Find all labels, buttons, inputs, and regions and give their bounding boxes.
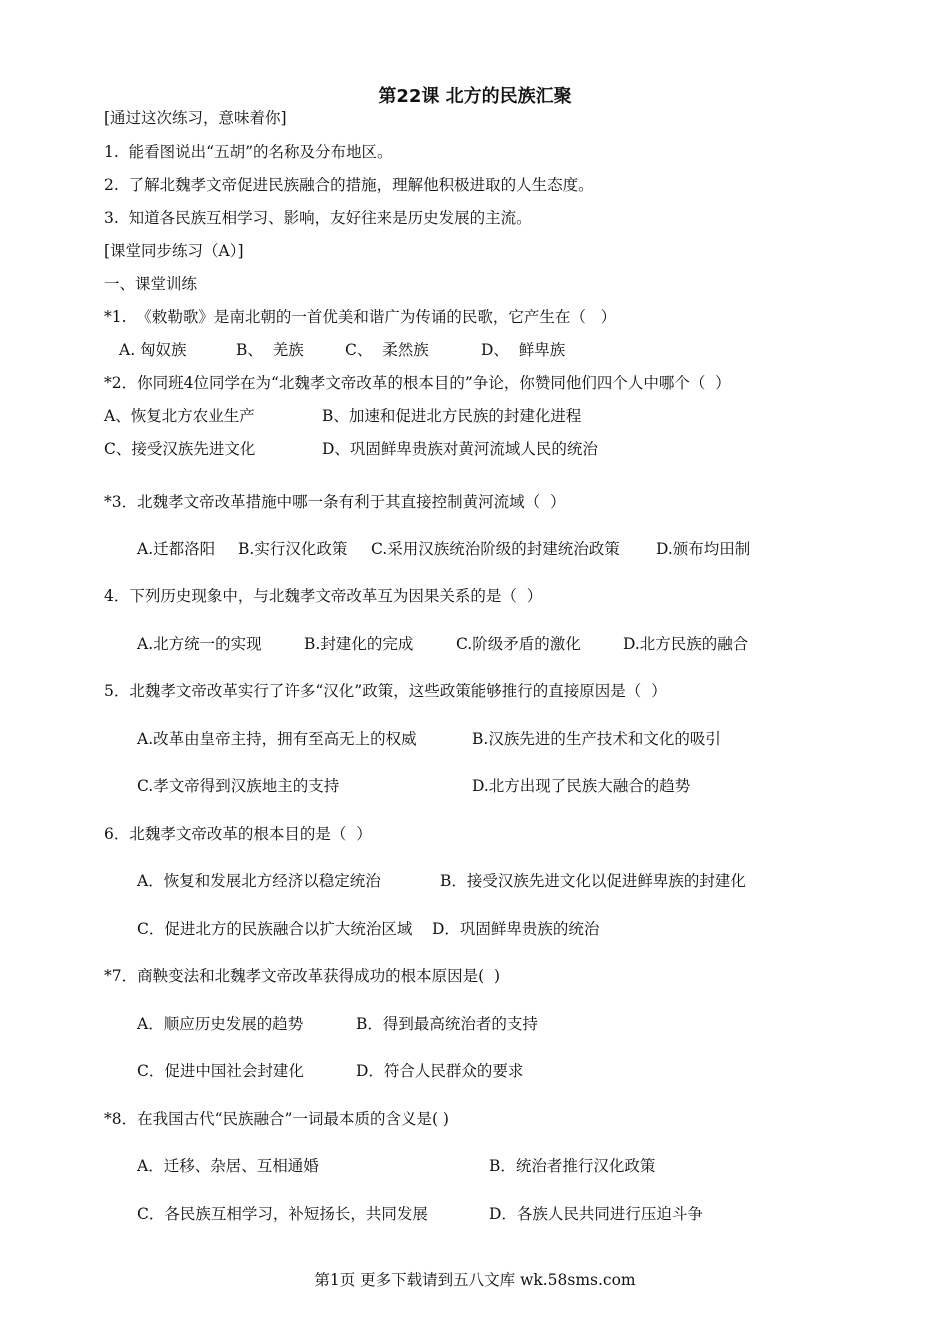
question-option: A．顺应历史发展的趋势 (137, 1015, 304, 1033)
question-option: A.北方统一的实现 (137, 635, 262, 653)
question-option: C．各民族互相学习，补短扬长，共同发展 (137, 1205, 428, 1223)
page-title: 第22课 北方的民族汇聚 (378, 86, 572, 107)
question-option: C、接受汉族先进文化 (104, 440, 256, 458)
question-option: A.改革由皇帝主持，拥有至高无上的权威 (137, 730, 417, 748)
question-option: C．促进中国社会封建化 (137, 1062, 304, 1080)
question-option: D、巩固鲜卑贵族对黄河流域人民的统治 (322, 440, 598, 458)
question-stem: 4．下列历史现象中，与北魏孝文帝改革互为因果关系的是（ ） (104, 587, 543, 605)
question-option: B．统治者推行汉化政策 (489, 1157, 656, 1175)
question-option: D.北方出现了民族大融合的趋势 (472, 777, 691, 795)
question-stem: *8．在我国古代“民族融合”一词最本质的含义是( ) (104, 1110, 449, 1128)
question-option: B、加速和促进北方民族的封建化进程 (322, 407, 582, 425)
question-option: A．恢复和发展北方经济以稳定统治 (137, 872, 381, 890)
question-option: A. 匈奴族 (119, 341, 187, 359)
question-option: C、 柔然族 (345, 341, 429, 359)
question-stem: *7．商鞅变法和北魏孝文帝改革获得成功的根本原因是( ) (104, 967, 501, 985)
question-option: C.采用汉族统治阶级的封建统治政策 (371, 540, 620, 558)
page-footer: 第1页 更多下载请到五八文库 wk.58sms.com (314, 1271, 636, 1289)
question-option: D．符合人民群众的要求 (356, 1062, 524, 1080)
question-option: C.孝文帝得到汉族地主的支持 (137, 777, 340, 795)
question-stem: 5．北魏孝文帝改革实行了许多“汉化”政策，这些政策能够推行的直接原因是（ ） (104, 682, 667, 700)
question-option: D．巩固鲜卑贵族的统治 (432, 920, 600, 938)
question-stem: *3．北魏孝文帝改革措施中哪一条有利于其直接控制黄河流域（ ） (104, 493, 566, 511)
question-option: A.迁都洛阳 (137, 540, 216, 558)
question-option: B．接受汉族先进文化以促进鲜卑族的封建化 (440, 872, 746, 890)
question-option: D、 鲜卑族 (481, 341, 566, 359)
question-option: A．迁移、杂居、互相通婚 (137, 1157, 319, 1175)
question-option: B.封建化的完成 (304, 635, 414, 653)
question-option: B．得到最高统治者的支持 (356, 1015, 538, 1033)
question-option: B、 羌族 (236, 341, 304, 359)
objective-item: 3. 知道各民族互相学习、影响，友好往来是历史发展的主流。 (104, 209, 532, 227)
question-option: D．各族人民共同进行压迫斗争 (489, 1205, 703, 1223)
objective-item: 2. 了解北魏孝文帝促进民族融合的措施，理解他积极进取的人生态度。 (104, 176, 594, 194)
question-option: D.颁布均田制 (656, 540, 751, 558)
question-option: B.汉族先进的生产技术和文化的吸引 (472, 730, 721, 748)
question-option: B.实行汉化政策 (238, 540, 348, 558)
question-option: C．促进北方的民族融合以扩大统治区域 (137, 920, 413, 938)
question-stem: *2．你同班4位同学在为“北魏孝文帝改革的根本目的”争论，你赞同他们四个人中哪个（ ） (104, 374, 731, 392)
intro-header: [通过这次练习，意味着你] (104, 109, 287, 127)
section-header: 一、课堂训练 (104, 275, 198, 293)
question-option: A、恢复北方农业生产 (104, 407, 255, 425)
question-stem: 6．北魏孝文帝改革的根本目的是（ ） (104, 825, 372, 843)
question-stem: *1. 《敕勒歌》是南北朝的一首优美和谐广为传诵的民歌，它产生在（ ） (104, 308, 617, 326)
practice-header: [课堂同步练习（A）] (104, 242, 244, 260)
question-option: D.北方民族的融合 (623, 635, 749, 653)
objective-item: 1. 能看图说出“五胡”的名称及分布地区。 (104, 143, 393, 161)
question-option: C.阶级矛盾的激化 (456, 635, 581, 653)
